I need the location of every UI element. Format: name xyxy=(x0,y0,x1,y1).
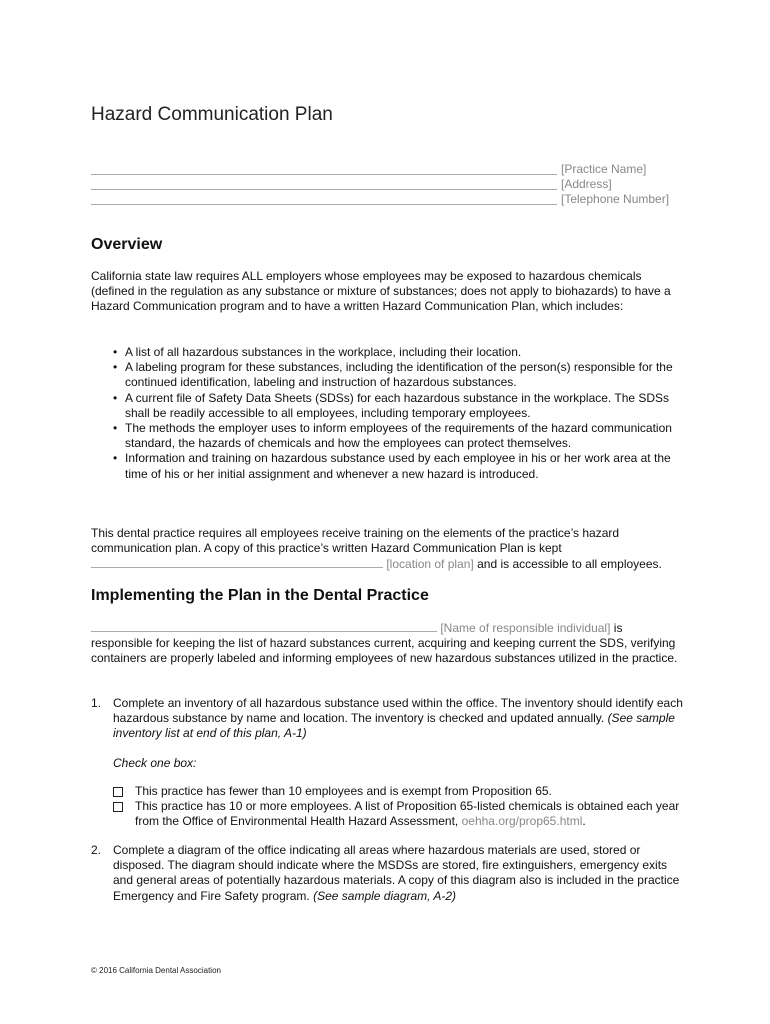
option-2-text: This practice has 10 or more employees. A list of Proposition 65-listed chemicals is obtained each year from the Office of Environmental Health Hazard Assessment, xyxy=(135,799,680,829)
list-item-text: Information and training on hazardous substance used by each employee in his or her work area at the time of his or her initial assignment and whenever a new hazard is introduced. xyxy=(125,451,671,481)
step-1-note: (See sample inventory list at end of this plan, A-1) xyxy=(113,711,675,741)
step-1-text: Complete an inventory of all hazardous substance used within the office. The inventory should identify each hazardous substance by name and location. The inventory is checked and updated annually. xyxy=(113,696,683,726)
responsible-text: responsible for keeping the list of hazard substances current, acquiring and keeping current the SDS, verifying containers are properly labeled and informing employees of new hazardous substances utilized in the practice. xyxy=(91,636,678,666)
oehha-link[interactable]: oehha.org/prop65.html xyxy=(461,814,583,829)
responsible-is: is xyxy=(613,621,623,635)
bullet-icon: • xyxy=(113,345,118,359)
list-item-text: A labeling program for these substances, including the identification of the person(s) responsible for the continued identification, labeling and instruction of hazardous substances. xyxy=(125,360,673,390)
requirements-list xyxy=(91,345,686,482)
location-placeholder: [location of plan] xyxy=(386,557,474,572)
implementing-heading: Implementing the Plan in the Dental Practice xyxy=(91,587,429,604)
step-2-note: (See sample diagram, A-2) xyxy=(313,888,457,903)
bullet-icon: • xyxy=(113,421,118,436)
list-item xyxy=(91,345,686,360)
checkbox-option-listed[interactable] xyxy=(113,799,688,829)
fill-line xyxy=(91,174,557,175)
practice-name-placeholder: [Practice Name] xyxy=(561,162,647,176)
document-title: Hazard Communication Plan xyxy=(91,104,333,125)
responsible-fill-line[interactable] xyxy=(91,620,437,632)
training-paragraph xyxy=(91,526,686,573)
step-2 xyxy=(91,843,686,904)
checkbox-icon[interactable] xyxy=(113,802,123,812)
copyright-footer: © 2016 California Dental Association xyxy=(91,966,221,975)
bullet-icon: • xyxy=(113,451,118,466)
location-fill-line[interactable] xyxy=(91,556,383,568)
responsible-placeholder: [Name of responsible individual] xyxy=(440,621,611,635)
address-field[interactable] xyxy=(91,177,691,191)
step-number: 1. xyxy=(91,696,102,710)
list-item xyxy=(91,451,686,481)
list-item xyxy=(91,421,686,451)
overview-heading: Overview xyxy=(91,236,163,253)
telephone-placeholder: [Telephone Number] xyxy=(561,192,670,206)
step-1 xyxy=(91,696,686,742)
fill-line xyxy=(91,189,557,190)
step-number: 2. xyxy=(91,843,102,857)
step-2-text: Complete a diagram of the office indicating all areas where hazardous materials are used, stored or disposed. The diagram should indicate where the MSDSs are stored, fire extinguishers, emergency exits and general areas of potentially hazardous materials. A copy of this diagram also is included in the practice Emergency and Fire Safety program. xyxy=(113,843,680,903)
check-prompt: Check one box: xyxy=(113,756,197,770)
option-2-end: . xyxy=(582,814,586,829)
list-item xyxy=(91,360,686,390)
list-item xyxy=(91,391,686,421)
practice-name-field[interactable] xyxy=(91,162,691,176)
training-tail: and is accessible to all employees. xyxy=(477,557,662,572)
bullet-icon: • xyxy=(113,360,118,375)
telephone-field[interactable] xyxy=(91,192,691,206)
list-item-text: A current file of Safety Data Sheets (SDSs) for each hazardous substance in the workplace. The SDSs shall be readily accessible to all employees, including temporary employees. xyxy=(125,390,670,420)
checkbox-list xyxy=(113,784,688,830)
option-1-text: This practice has fewer than 10 employees and is exempt from Proposition 65. xyxy=(135,784,552,798)
checkbox-icon[interactable] xyxy=(113,787,123,797)
list-item-text: The methods the employer uses to inform employees of the requirements of the hazard communication standard, the hazards of chemicals and how the employees can protect themselves. xyxy=(125,421,672,451)
checkbox-option-exempt[interactable] xyxy=(113,784,688,799)
responsible-paragraph xyxy=(91,620,686,667)
fill-line xyxy=(91,204,557,205)
bullet-icon: • xyxy=(113,390,118,405)
training-text: This dental practice requires all employees receive training on the elements of the practice’s hazard communication plan. A copy of this practice’s written Hazard Communication Plan is kept xyxy=(91,526,620,556)
list-item-text: A list of all hazardous substances in the workplace, including their location. xyxy=(125,345,522,359)
overview-intro: California state law requires ALL employers whose employees may be exposed to hazardous chemicals (defined in the regulation as any substance or mixture of substances; does not apply to biohazards) to have a Hazard Communication program and to have a written Hazard Communication Plan, which includes: xyxy=(91,269,671,314)
address-placeholder: [Address] xyxy=(561,177,612,191)
